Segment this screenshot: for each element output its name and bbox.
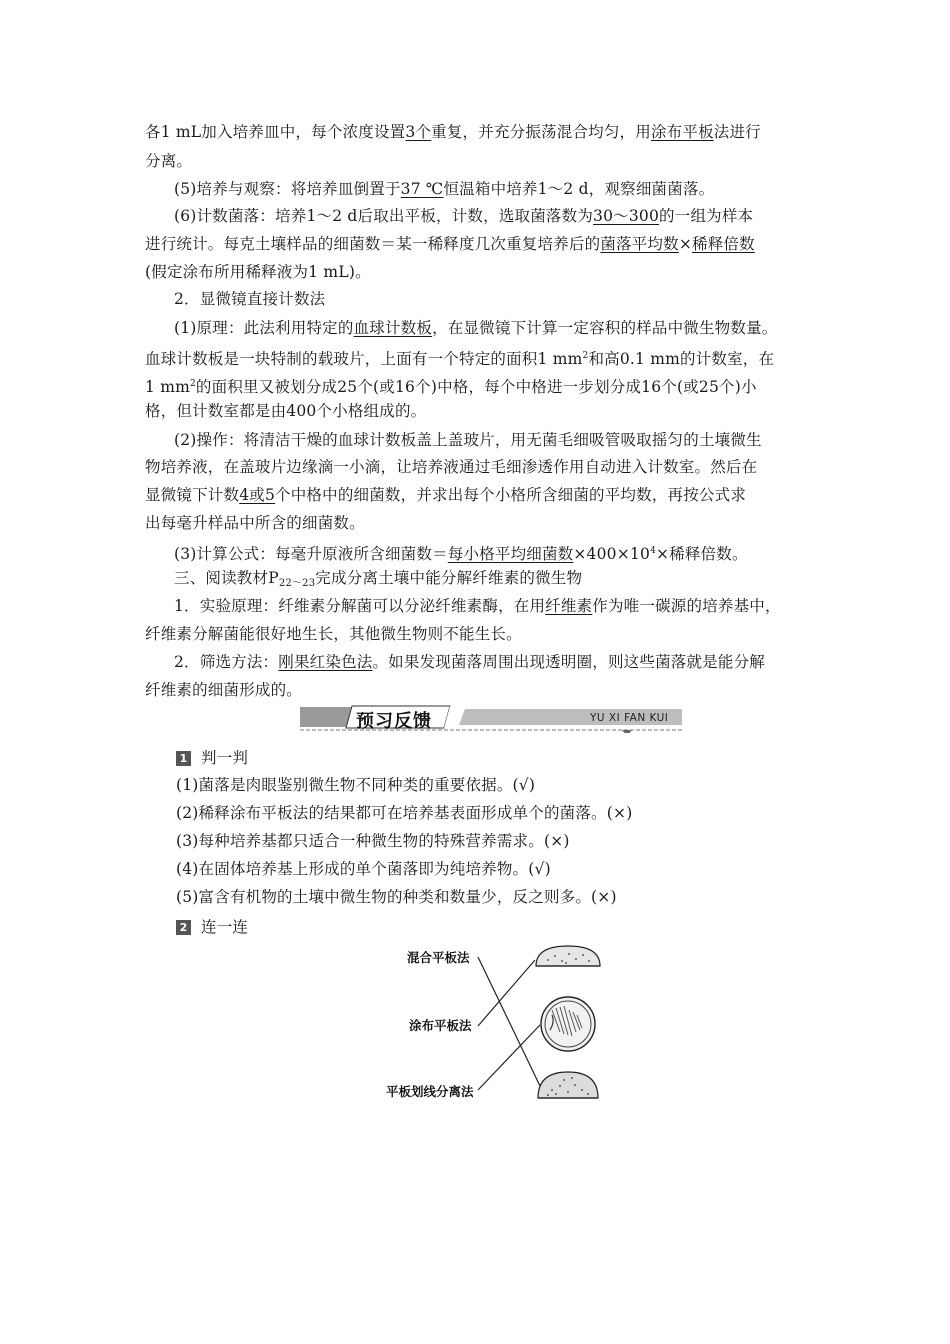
question-number-badge: 1 xyxy=(176,751,191,766)
text: 和高0.1 mm的计数室，在 xyxy=(588,350,775,368)
banner-pinyin: YU XI FAN KUI xyxy=(590,712,669,724)
superscript: 2 xyxy=(189,379,196,389)
text: 作为唯一碳源的培养基中， xyxy=(592,597,781,615)
underlined-answer: 37 ℃ xyxy=(400,180,444,198)
match-line xyxy=(478,1025,540,1090)
underlined-answer: 4或5 xyxy=(239,486,276,504)
matching-svg xyxy=(380,940,620,1110)
text: 完成分离土壤中能分解纤维素的微生物 xyxy=(315,569,583,587)
paragraph-line xyxy=(145,374,757,397)
text: 1 mm xyxy=(145,378,190,396)
banner-title: 预习反馈 xyxy=(356,711,432,732)
paragraph-line xyxy=(174,596,781,616)
text: 个中格中的细菌数，并求出每个小格所含细菌的平均数，再按公式求 xyxy=(275,486,747,504)
paragraph-line xyxy=(145,485,746,505)
question-number-badge: 2 xyxy=(176,920,191,935)
mixed-plate-dish-icon xyxy=(536,946,600,966)
section-heading xyxy=(174,568,582,594)
paragraph-line xyxy=(145,122,761,142)
spread-plate-dish-icon xyxy=(538,1072,598,1098)
text: 血球计数板是一块特制的载玻片，上面有一个特定的面积1 mm xyxy=(145,350,583,368)
paragraph-line: 格，但计数室都是由400个小格组成的。 xyxy=(145,402,427,420)
paragraph-line xyxy=(174,206,753,226)
label-spread-plate: 涂布平板法 xyxy=(409,1018,472,1033)
text: 恒温箱中培养1～2 d，观察细菌菌落。 xyxy=(443,180,715,198)
paragraph-line: 出每毫升样品中所含的细菌数。 xyxy=(145,514,365,532)
text: ，在显微镜下计算一定容积的样品中微生物数量。 xyxy=(432,319,778,337)
text: 。如果发现菌落周围出现透明圈，则这些菌落就是能分解 xyxy=(372,653,765,671)
paragraph-line: 分离。 xyxy=(145,152,193,170)
paragraph-line xyxy=(174,179,714,199)
matching-diagram xyxy=(380,940,620,1110)
text: (5)培养与观察：将培养皿倒置于 xyxy=(174,180,401,198)
text: (6)计数菌落：培养1～2 d后取出平板，计数，选取菌落数为 xyxy=(174,207,594,225)
text: 2．筛选方法： xyxy=(174,653,279,671)
underlined-answer: 稀释倍数 xyxy=(692,235,755,253)
text: × xyxy=(678,235,693,253)
superscript: 4 xyxy=(650,546,656,556)
text: 的面积里又被划分成25个(或16个)中格，每个中格进一步划分成16个(或25个)小 xyxy=(195,378,757,396)
paragraph-line xyxy=(145,234,755,254)
exercise-header xyxy=(176,917,248,937)
text: 法进行 xyxy=(713,123,761,141)
text: ×400×10 xyxy=(573,545,651,563)
subscript: 22～23 xyxy=(278,578,316,589)
exercise-header xyxy=(176,748,248,768)
text: 重复，并充分振荡混合均匀，用 xyxy=(431,123,651,141)
text: 三、阅读教材P xyxy=(174,569,279,587)
exercise-title: 判一判 xyxy=(201,749,249,767)
paragraph-line: 纤维素分解菌能很好地生长，其他微生物则不能生长。 xyxy=(145,625,522,643)
section-heading: 2．显微镜直接计数法 xyxy=(174,290,326,308)
label-streak-plate: 平板划线分离法 xyxy=(386,1084,474,1099)
text: 各1 mL加入培养皿中，每个浓度设置 xyxy=(145,123,406,141)
judgment-item: (3)每种培养基都只适合一种微生物的特殊营养需求。(×) xyxy=(176,832,570,850)
text: ×稀释倍数。 xyxy=(656,545,748,563)
paragraph-line: (假定涂布所用稀释液为1 mL)。 xyxy=(145,263,371,281)
underlined-answer: 每小格平均细菌数 xyxy=(447,545,574,563)
streak-plate-dish-icon xyxy=(541,997,595,1051)
paragraph-line: (2)操作：将清洁干燥的血球计数板盖上盖玻片，用无菌毛细吸管吸取摇匀的土壤微生 xyxy=(174,431,762,449)
exercise-title: 连一连 xyxy=(201,918,249,936)
text: 1．实验原理：纤维素分解菌可以分泌纤维素酶，在用 xyxy=(174,597,546,615)
text: (3)计算公式：每毫升原液所含细菌数＝ xyxy=(174,545,448,563)
text: (1)原理：此法利用特定的 xyxy=(174,319,354,337)
underlined-answer: 刚果红染色法 xyxy=(278,653,373,671)
superscript: 2 xyxy=(582,351,589,361)
judgment-item: (4)在固体培养基上形成的单个菌落即为纯培养物。(√) xyxy=(176,860,551,878)
paragraph-line xyxy=(145,346,774,369)
judgment-item: (1)菌落是肉眼鉴别微生物不同种类的重要依据。(√) xyxy=(176,776,536,794)
underlined-answer: 30～300 xyxy=(593,207,660,225)
paragraph-line xyxy=(174,541,748,564)
paragraph-line: 物培养液，在盖玻片边缘滴一小滴，让培养液通过毛细渗透作用自动进入计数室。然后在 xyxy=(145,458,758,476)
text: 进行统计。每克土壤样品的细菌数＝某一稀释度几次重复培养后的 xyxy=(145,235,601,253)
label-mixed-plate: 混合平板法 xyxy=(407,950,470,965)
match-line xyxy=(478,957,540,1086)
underlined-answer: 菌落平均数 xyxy=(600,235,679,253)
underlined-answer: 纤维素 xyxy=(545,597,593,615)
section-banner xyxy=(300,705,682,733)
paragraph-line: 纤维素的细菌形成的。 xyxy=(145,681,303,699)
text: 显微镜下计数 xyxy=(145,486,240,504)
judgment-item: (2)稀释涂布平板法的结果都可在培养基表面形成单个的菌落。(×) xyxy=(176,804,633,822)
underlined-answer: 涂布平板 xyxy=(650,123,714,141)
underlined-answer: 血球计数板 xyxy=(353,319,433,337)
underlined-answer: 3个 xyxy=(405,123,432,141)
judgment-item: (5)富含有机物的土壤中微生物的种类和数量少，反之则多。(×) xyxy=(176,888,617,906)
text: 的一组为样本 xyxy=(659,207,754,225)
paragraph-line xyxy=(174,652,765,672)
paragraph-line xyxy=(174,318,777,338)
